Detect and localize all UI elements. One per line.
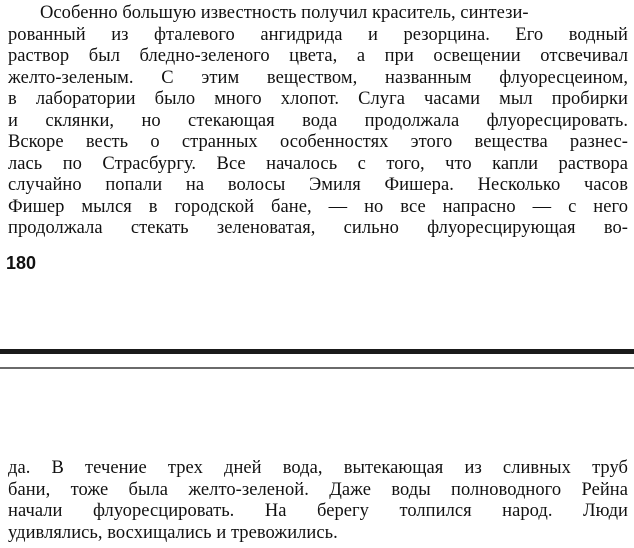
text-line: продолжала стекать зеленоватая, сильно флуоресцирующая во- [8,218,628,238]
text-line: Фишер мылся в городской бане, — но все напрасно — с него [8,197,628,217]
text-line: случайно попали на волосы Эмиля Фишера. Несколько часов [8,175,628,195]
page-break-divider [0,349,634,354]
text-line: удивлялись, восхищались и тревожились. [8,523,338,543]
text-line: лась по Страсбургу. Все началось с того, что капли раствора [8,154,628,174]
text-line: раствор был бледно-зеленого цвета, а при освещении отсвечивал [8,46,628,66]
text-line: рованный из фталевого ангидрида и резорцина. Его водный [8,25,628,45]
text-line: да. В течение трех дней вода, вытекающая из сливных труб [8,458,628,478]
text-line: и склянки, но стекающая вода продолжала флуоресцировать. [8,111,628,131]
text-line: начали флуоресцировать. На берегу толпился народ. Люди [8,501,628,521]
text-line: желто-зеленым. С этим веществом, названным флуоресцеином, [8,68,628,88]
text-line: в лаборатории было много хлопот. Слуга часами мыл пробирки [8,89,628,109]
text-line: Особенно большую известность получил краситель, синтези- [40,3,529,23]
page-number: 180 [6,253,37,273]
text-line: Вскоре весть о странных особенностях этого вещества разнес- [8,132,628,152]
page-break-divider-thin [0,367,634,369]
text-line: бани, тоже была желто-зеленой. Даже воды полноводного Рейна [8,480,628,500]
